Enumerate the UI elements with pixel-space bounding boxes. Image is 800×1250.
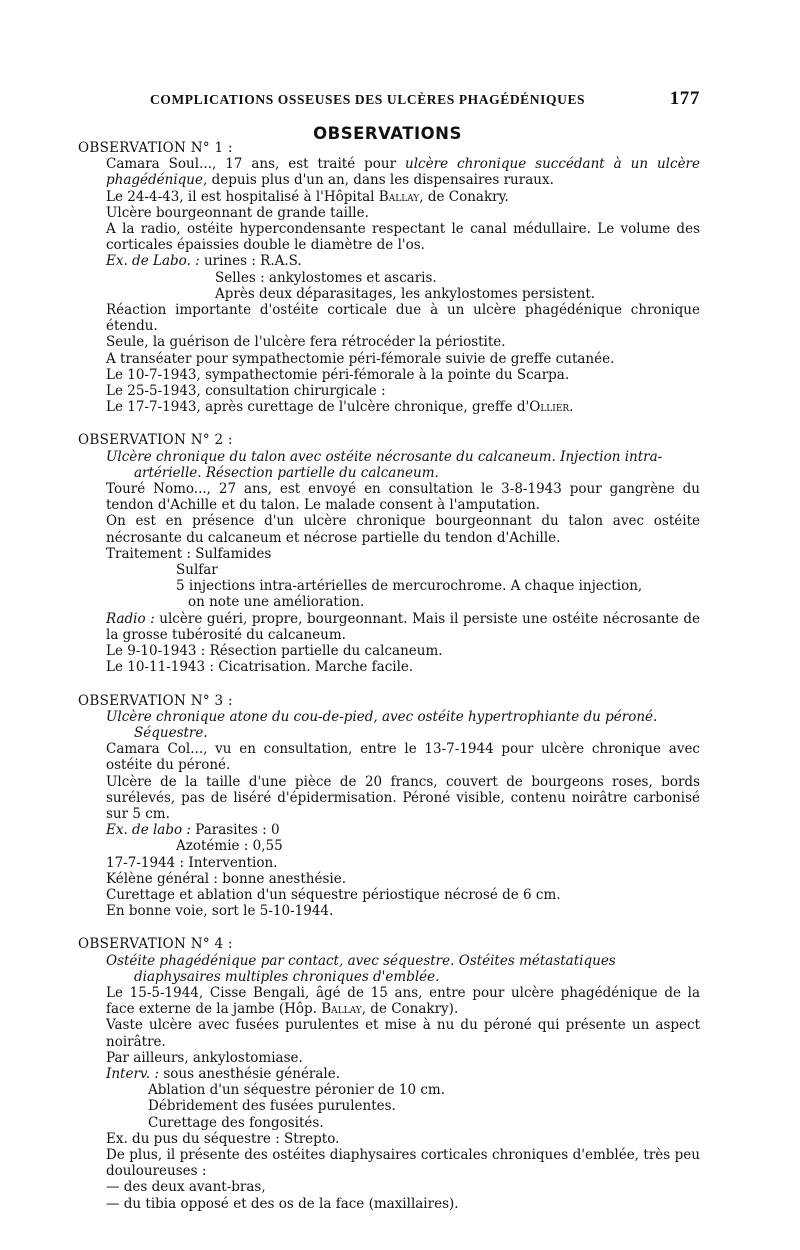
obs4-interv-line: Débridement des fusées purulentes. xyxy=(148,1098,396,1115)
obs4-p1-text: Le 15-5-1944, Cisse Bengali, âgé de 15 ans, entre pour ulcère phagédénique de la face externe de la jambe (Hôp. xyxy=(106,984,700,1018)
obs1-paragraph: Le 25-5-1943, consultation chirurgicale : xyxy=(106,383,386,400)
obs1-paragraph: Seule, la guérison de l'ulcère fera rétrocéder la périostite. xyxy=(106,334,506,351)
obs1-p2-text-end: , de Conakry. xyxy=(419,188,509,205)
section-title: OBSERVATIONS xyxy=(313,124,462,143)
obs4-list-item: — du tibia opposé et des os de la face (maxillaires). xyxy=(106,1195,459,1212)
running-title: COMPLICATIONS OSSEUSES DES ULCÈRES PHAGÉDÉNIQUES xyxy=(150,92,586,107)
obs3-paragraph: Ulcère de la taille d'une pièce de 20 francs, couvert de bourgeons roses, bords surélevés, pas de liséré d'épidermisation. Péroné visible, contenu noirâtre carbonisé sur 5 cm. xyxy=(106,773,700,822)
obs4-paragraph: Par ailleurs, ankylostomiase. xyxy=(106,1049,303,1066)
obs3-summary-line: Séquestre. xyxy=(134,724,208,741)
obs1-paragraph xyxy=(78,189,700,205)
obs1-paragraph: Le 10-7-1943, sympathectomie péri-fémorale à la pointe du Scarpa. xyxy=(106,366,570,383)
obs2-treatment-line: Sulfar xyxy=(176,562,218,579)
obs3-lab-label: Ex. de labo : xyxy=(106,822,191,839)
obs3-paragraph: Camara Col..., vu en consultation, entre le 13-7-1944 pour ulcère chronique avec ostéite du péroné. xyxy=(106,741,700,774)
obs3-lab-line: Azotémie : 0,55 xyxy=(176,838,283,855)
obs1-heading: OBSERVATION N° 1 : xyxy=(78,140,233,156)
obs2-treatment-value: Sulfamides xyxy=(191,545,272,562)
obs4-p1-name: Ballay xyxy=(321,1001,362,1018)
obs1-p10-text-end: . xyxy=(569,399,574,416)
obs4-p1-text-end: , de Conakry). xyxy=(361,1001,459,1018)
obs1-paragraph: Réaction importante d'ostéite corticale due à un ulcère phagédénique chronique étendu. xyxy=(106,302,700,335)
obs2-treatment-line xyxy=(78,546,700,562)
obs2-summary xyxy=(78,449,700,481)
obs2-heading: OBSERVATION N° 2 : xyxy=(78,432,233,449)
obs2-treatment-label: Traitement : xyxy=(106,545,191,562)
obs2-radio-text: ulcère guéri, propre, bourgeonnant. Mais il persiste une ostéite nécrosante de la grosse tubérosité du calcaneum. xyxy=(106,610,700,643)
obs2-treatment-line: 5 injections intra-artérielles de mercurochrome. A chaque injection, xyxy=(176,578,643,595)
document-body xyxy=(78,140,700,1212)
obs1-paragraph: A transéater pour sympathectomie péri-fémorale suivie de greffe cutanée. xyxy=(106,350,615,367)
obs2-treatment-line: on note une amélioration. xyxy=(188,594,365,611)
obs2-summary-line: artérielle. Résection partielle du calcaneum. xyxy=(134,464,439,481)
obs2-paragraph: Touré Nomo..., 27 ans, est envoyé en consultation le 3-8-1943 pour gangrène du tendon d'Achille et du talon. Le malade consent à l'amputation. xyxy=(106,481,700,514)
obs1-p2-text: Le 24-4-43, il est hospitalisé à l'Hôpital xyxy=(106,188,379,205)
obs1-paragraph: A la radio, ostéite hypercondensante respectant le canal médullaire. Le volume des corticales épaissies double le diamètre de l'os. xyxy=(106,221,700,254)
obs1-paragraph xyxy=(78,399,700,415)
obs1-paragraph: Ulcère bourgeonnant de grande taille. xyxy=(106,204,369,221)
obs4-paragraph: Vaste ulcère avec fusées purulentes et mise à nu du péroné qui présente un aspect noirâtre. xyxy=(106,1017,700,1050)
obs2-paragraph: Le 10-11-1943 : Cicatrisation. Marche facile. xyxy=(106,659,414,676)
obs3-paragraph: Kélène général : bonne anesthésie. xyxy=(106,870,346,887)
obs3-summary-line: Ulcère chronique atone du cou-de-pied, avec ostéite hypertrophiante du péroné. xyxy=(106,708,658,725)
obs1-p1-text: Camara Soul..., 17 ans, est traité pour xyxy=(106,156,406,173)
obs4-heading: OBSERVATION N° 4 : xyxy=(78,936,233,953)
obs3-paragraph: Curettage et ablation d'un séquestre périostique nécrosé de 6 cm. xyxy=(106,886,561,903)
obs3-heading: OBSERVATION N° 3 : xyxy=(78,692,233,709)
obs4-list-item: — des deux avant-bras, xyxy=(106,1179,266,1196)
obs1-lab-line: Selles : ankylostomes et ascaris. xyxy=(215,269,437,286)
obs4-interv-line xyxy=(78,1066,700,1082)
obs4-summary-line: Ostéite phagédénique par contact, avec séquestre. Ostéites métastatiques xyxy=(106,952,616,969)
obs4-paragraph: De plus, il présente des ostéites diaphysaires corticales chroniques d'emblée, très peu douloureuses : xyxy=(106,1146,700,1180)
obs4-interv-line: Curettage des fongosités. xyxy=(148,1114,324,1131)
obs4-interv-label: Interv. : xyxy=(106,1065,160,1082)
obs1-p1-text-end: depuis plus d'un an, dans les dispensaires ruraux. xyxy=(207,172,554,189)
obs4-summary-line: diaphysaires multiples chroniques d'emblée. xyxy=(134,968,440,985)
obs1-p1-italic: ulcère chronique succédant à un ulcère phagédénique, xyxy=(106,156,700,189)
obs4-interv-line: Ablation d'un séquestre péronier de 10 cm. xyxy=(148,1082,445,1099)
obs3-lab-value: Parasites : 0 xyxy=(190,822,280,839)
obs1-p2-name: Ballay xyxy=(378,188,420,205)
obs2-radio xyxy=(78,611,700,643)
obs4-paragraph: Ex. du pus du séquestre : Strepto. xyxy=(106,1130,340,1147)
obs1-lab-line: Après deux déparasitages, les ankylostomes persistent. xyxy=(215,285,596,302)
obs4-summary xyxy=(78,953,700,985)
obs2-paragraph: Le 9-10-1943 : Résection partielle du calcaneum. xyxy=(106,643,443,660)
obs1-lab-value: urines : R.A.S. xyxy=(199,253,302,270)
obs2-radio-label: Radio : xyxy=(106,610,155,627)
obs1-lab-line xyxy=(78,253,700,269)
obs4-interv-value: sous anesthésie générale. xyxy=(159,1065,341,1082)
page-number: 177 xyxy=(669,88,700,109)
obs3-paragraph: 17-7-1944 : Intervention. xyxy=(106,854,278,871)
obs1-p10-text: Le 17-7-1943, après curettage de l'ulcère chronique, greffe d' xyxy=(106,399,530,416)
obs1-paragraph xyxy=(78,156,700,188)
obs4-paragraph xyxy=(78,985,700,1017)
obs2-summary-line: Ulcère chronique du talon avec ostéite nécrosante du calcaneum. Injection intra- xyxy=(106,448,663,465)
obs3-summary xyxy=(78,709,700,741)
obs2-paragraph: On est en présence d'un ulcère chronique bourgeonnant du talon avec ostéite nécrosante du calcaneum et nécrose partielle du tendon d'Achille. xyxy=(106,513,700,546)
obs1-lab-label: Ex. de Labo. : xyxy=(106,253,200,270)
obs3-paragraph: En bonne voie, sort le 5-10-1944. xyxy=(106,903,334,920)
obs1-p10-name: Ollier xyxy=(529,399,570,416)
obs3-lab-line xyxy=(78,822,700,838)
